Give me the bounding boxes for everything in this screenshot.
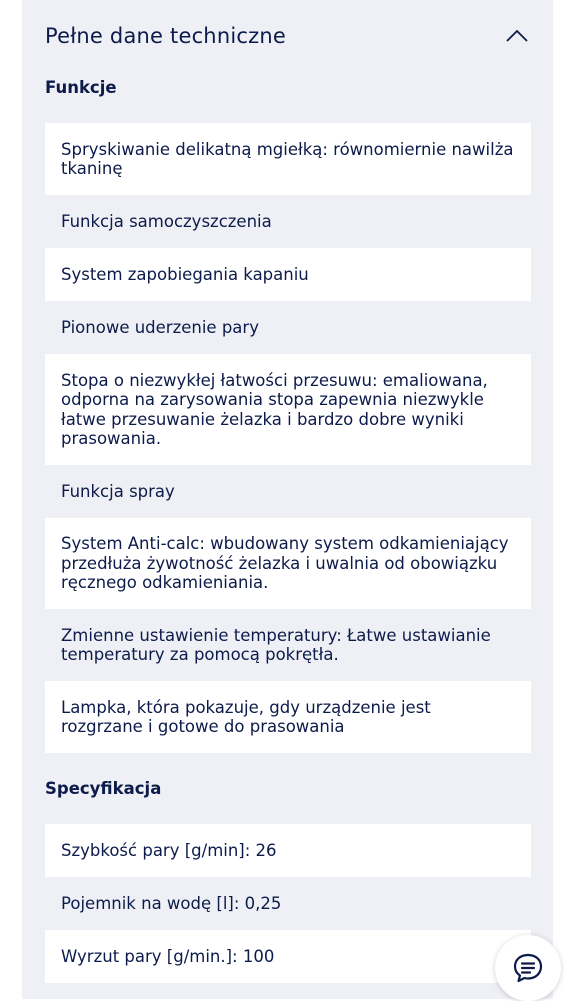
spec-text: Wyrzut pary [g/min.]: 100 [61, 946, 275, 966]
feature-row [45, 301, 531, 354]
spec-row [45, 930, 531, 983]
accordion-title: Pełne dane techniczne [45, 24, 286, 48]
feature-text: Zmienne ustawienie temperatury: Łatwe ustawianie temperatury za pomocą pokrętła. [61, 625, 491, 664]
accordion-header[interactable] [22, 16, 553, 60]
feature-row [45, 195, 531, 248]
feature-text: Lampka, która pokazuje, gdy urządzenie jest rozgrzane i gotowe do prasowania [61, 697, 431, 736]
chat-button[interactable] [495, 935, 561, 1001]
spec-row [45, 824, 531, 877]
feature-text: System Anti-calc: wbudowany system odkamieniający przedłuża żywotność żelazka i uwalnia od obowiązku ręcznego odkamieniania. [61, 534, 509, 593]
feature-row [45, 354, 531, 465]
feature-text: Pionowe uderzenie pary [61, 317, 259, 337]
spec-text: Pojemnik na wodę [l]: 0,25 [61, 893, 282, 913]
spec-text: Szybkość pary [g/min]: 26 [61, 840, 277, 860]
spec-row [45, 877, 531, 930]
feature-row [45, 248, 531, 301]
feature-row [45, 681, 531, 753]
chat-bubble-icon [512, 952, 544, 984]
feature-text: Funkcja samoczyszczenia [61, 211, 272, 231]
feature-text: System zapobiegania kapaniu [61, 264, 309, 284]
feature-row [45, 123, 531, 195]
feature-row [45, 465, 531, 518]
feature-row [45, 518, 531, 609]
feature-text: Funkcja spray [61, 481, 175, 501]
feature-row [45, 609, 531, 681]
section-title-features: Funkcje [45, 78, 117, 97]
feature-text: Stopa o niezwykłej łatwości przesuwu: emaliowana, odporna na zarysowania stopa zapewnia niezwykle łatwe przesuwanie żelazka i bardzo dobre wyniki prasowania. [61, 370, 488, 448]
chevron-up-icon[interactable] [505, 24, 529, 48]
feature-text: Spryskiwanie delikatną mgiełką: równomiernie nawilża tkaninę [61, 139, 514, 178]
section-title-specs: Specyfikacja [45, 779, 162, 798]
